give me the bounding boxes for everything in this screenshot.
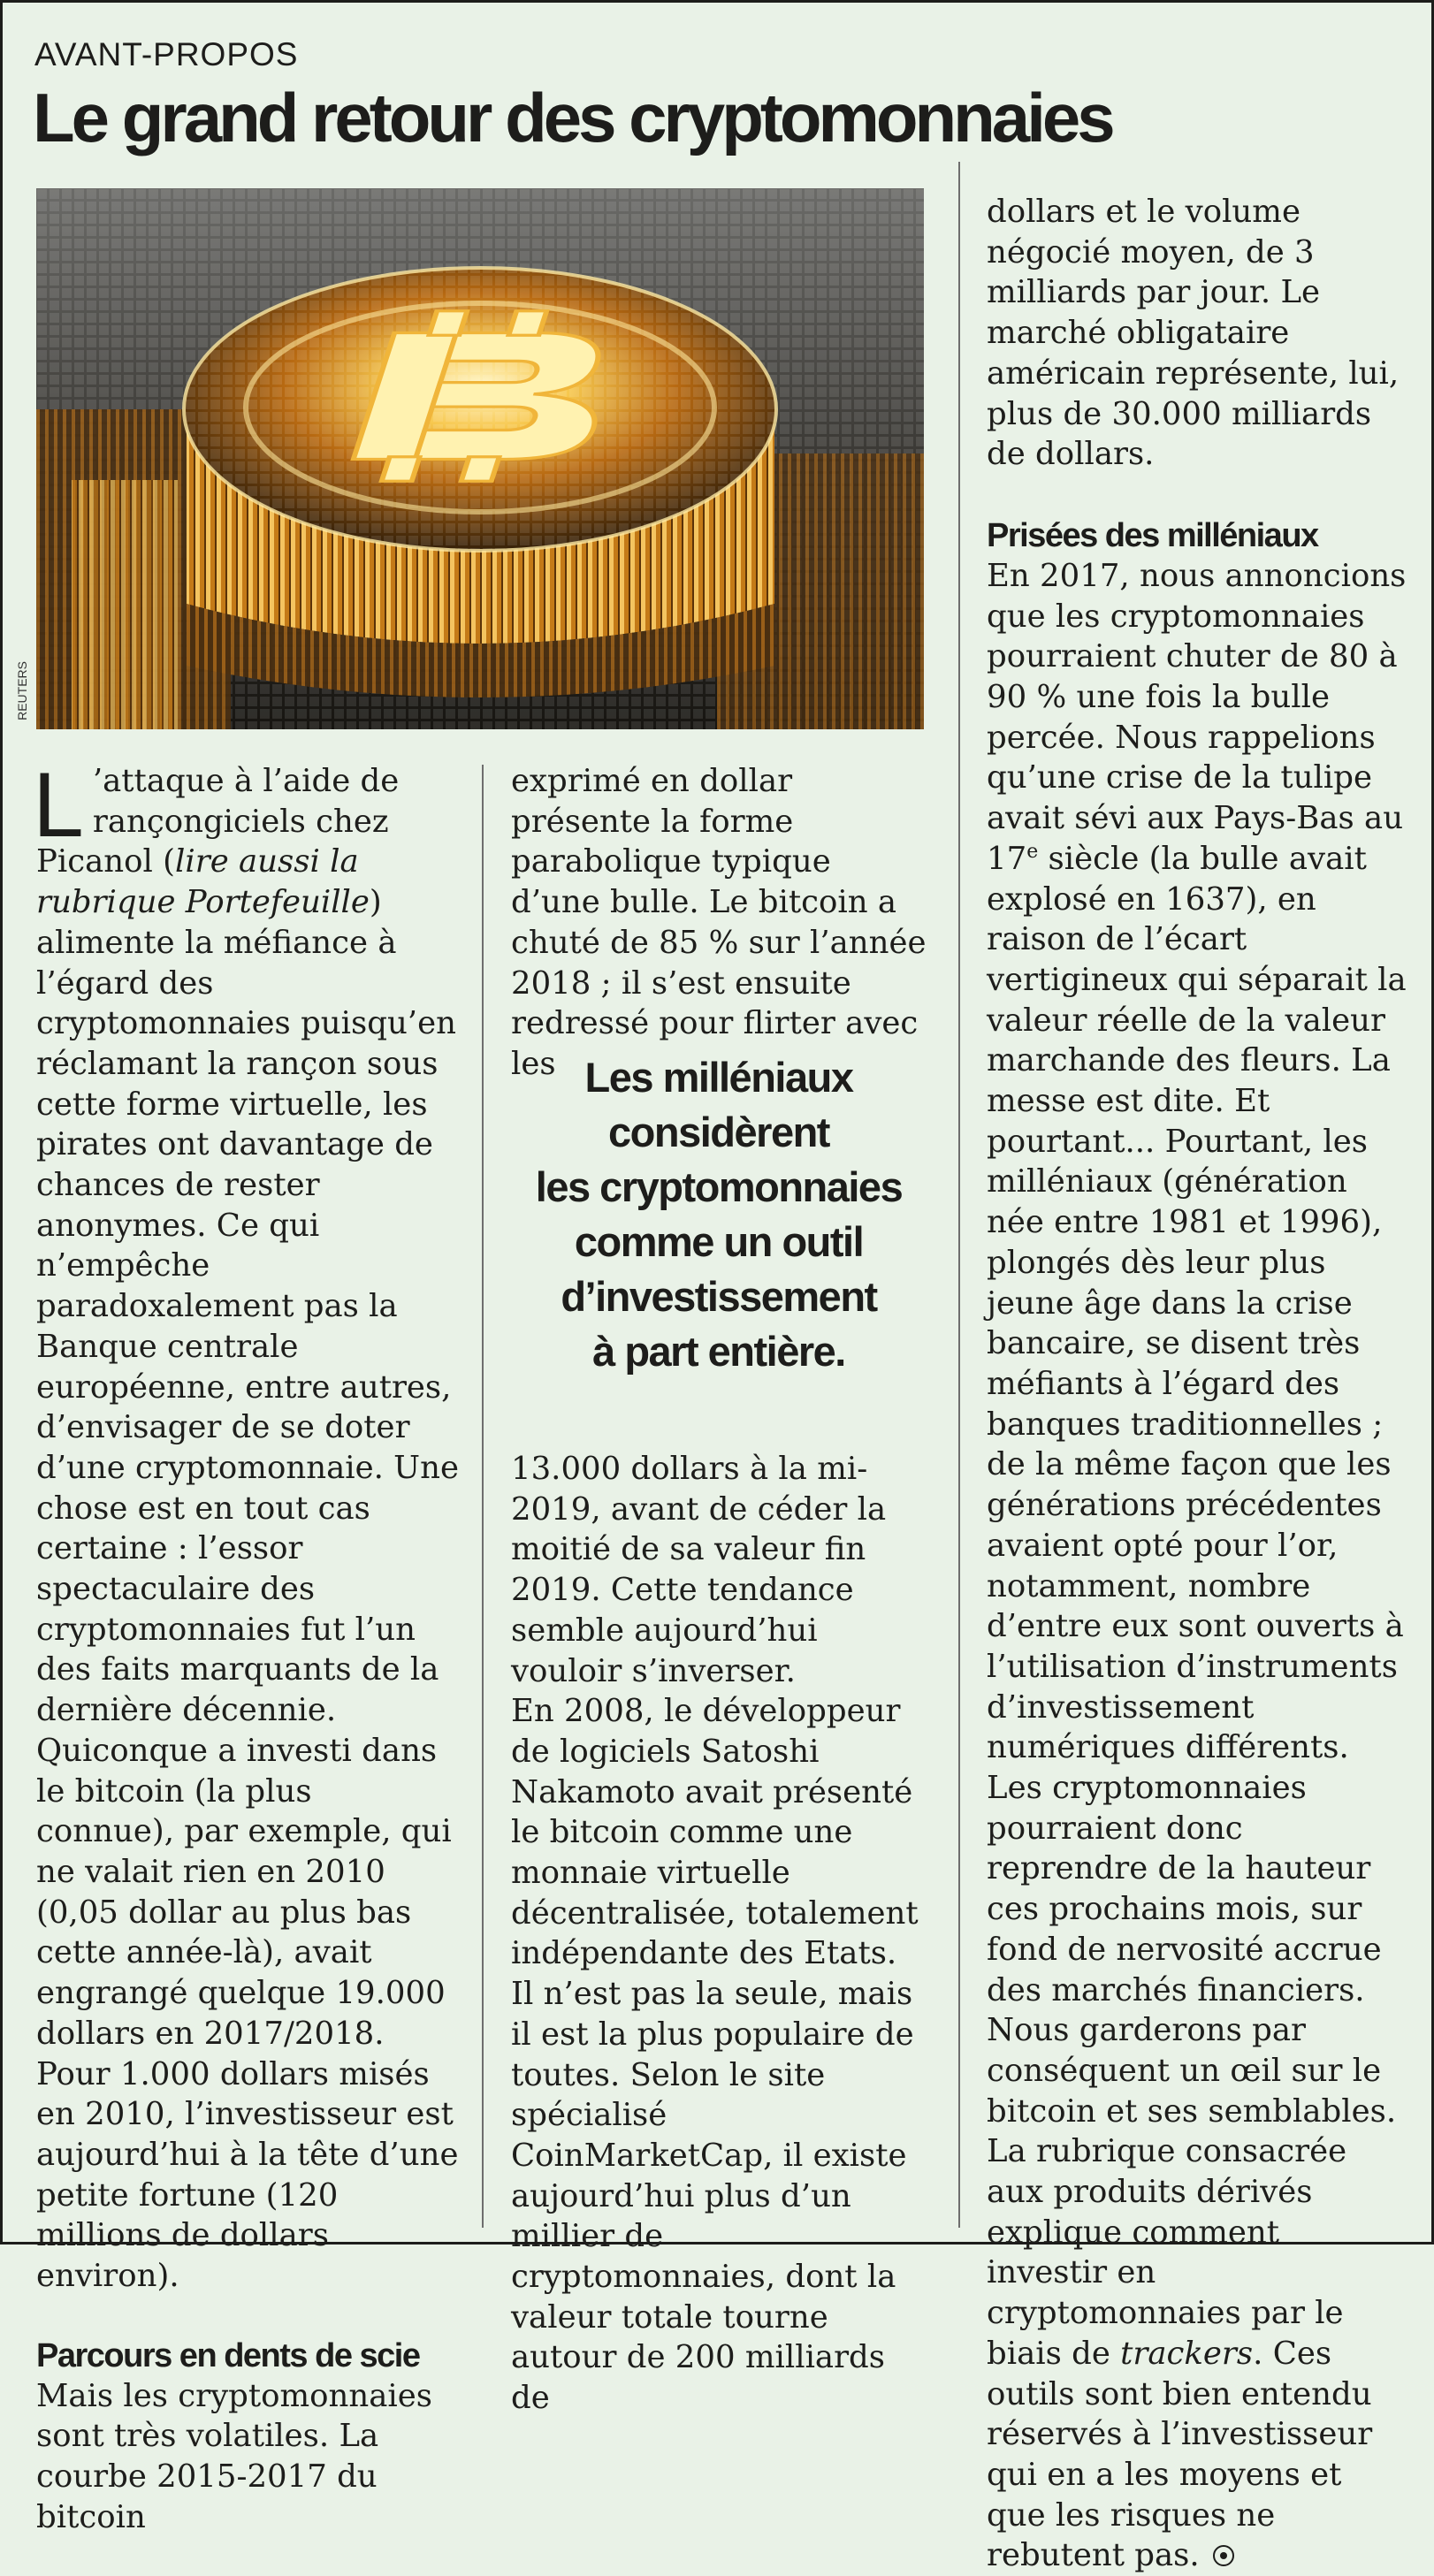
column-rule	[482, 765, 484, 2228]
paragraph: En 2017, nous annoncions que les cryptomonnaies pourraient chuter de 80 à 90 % une fois la bulle percée. Nous rappelions qu’une crise de la tulipe avait sévi aux Pays-Bas au 17e siècle (la bulle avait explosé en 1637), en raison de l’écart vertigineux qui séparait la valeur réelle de la valeur marchande des fleurs. La messe est dite. Et pourtant... Pourtant, les milléniaux (génération née entre 1981 et 1996), plongés dès leur plus jeune âge dans la crise bancaire, se disent très méfiants à l’égard des banques traditionnelles ; de la même façon que les générations précédentes avaient opté pour l’or, notamment, nombre d’entre eux sont ouverts à l’utilisation d’instruments d’investissement numériques différents. Les cryptomonnaies pourraient donc reprendre de la hauteur ces prochains mois, sur fond de nervosité accrue des marchés financiers. Nous garderons par conséquent un œil sur le bitcoin et ses semblables. La rubrique consacrée aux produits dérivés explique comment investir en cryptomonnaies par le biais de trackers. Ces outils sont bien entendu réservés à l’investisseur qui en a les moyens et que les risques ne rebutent pas.	[987, 557, 1407, 2574]
subheading: Parcours en dents de scie	[36, 2336, 420, 2374]
section-kicker: AVANT-PROPOS	[34, 36, 299, 72]
pull-quote: Les milléniaux considèrent les cryptomonnaies comme un outil d’investissement à part entière.	[535, 1054, 903, 1375]
article-column-1	[33, 754, 459, 2538]
end-of-article-icon	[1213, 2545, 1234, 2566]
paragraph: dollars et le volume négocié moyen, de 3 milliards par jour. Le marché obligataire américain représente, lui, plus de 30.000 milliards de dollars.	[987, 194, 1400, 473]
paragraph: L ’attaque à l’aide de rançongiciels chez Picanol (lire aussi la rubrique Portefeuille) alimente la méfiance à l’égard des cryptomonnaies puisqu’en réclamant la rançon sous cette forme virtuelle, les pirates ont davantage de chances de rester anonymes. Ce qui n’empêche paradoxalement pas la Banque centrale européenne, entre autres, d’envisager de se doter d’une cryptomonnaie. Une chose est en tout cas certaine : l’essor spectaculaire des cryptomonnaies fut l’un des faits marquants de la dernière décennie. Quiconque a investi dans le bitcoin (la plus connue), par exemple, qui ne valait rien en 2010 (0,05 dollar au plus bas cette année-là), avait engrangé quelque 19.000 dollars en 2017/2018. Pour 1.000 dollars misés en 2010, l’investisseur est aujourd’hui à la tête d’une petite fortune (120 millions de dollars environ).	[33, 754, 459, 2295]
paragraph: En 2008, le développeur de logiciels Satoshi Nakamoto avait présenté le bitcoin comme une monnaie virtuelle décentralisée, totalement indépendante des Etats. Il n’est pas la seule, mais il est la plus populaire de toutes. Selon le site spécialisé CoinMarketCap, il existe aujourd’hui plus d’un millier de cryptomonnaies, dont la valeur totale tourne autour de 200 milliards de	[511, 1693, 919, 2417]
article-column-2-lower	[511, 1449, 927, 2419]
headline: Le grand retour des cryptomonnaies	[33, 79, 1112, 156]
article-column-3	[987, 192, 1409, 2576]
subheading: Prisées des milléniaux	[987, 516, 1318, 554]
photo-credit: REUTERS	[15, 661, 29, 720]
bitcoin-photo	[36, 188, 924, 729]
article-column-2	[511, 761, 927, 1085]
paragraph: 13.000 dollars à la mi-2019, avant de céder la moitié de sa valeur fin 2019. Cette tendance semble aujourd’hui vouloir s’inverser.	[511, 1451, 887, 1689]
bitcoin-illustration	[36, 188, 924, 729]
column-rule	[958, 162, 960, 2228]
paragraph: Mais les cryptomonnaies sont très volatiles. La courbe 2015-2017 du bitcoin	[36, 2377, 433, 2535]
drop-cap: L	[33, 754, 84, 857]
paragraph: exprimé en dollar présente la forme parabolique typique d’une bulle. Le bitcoin a chuté de 85 % sur l’année 2018 ; il s’est ensuite redressé pour flirter avec les	[511, 763, 927, 1082]
